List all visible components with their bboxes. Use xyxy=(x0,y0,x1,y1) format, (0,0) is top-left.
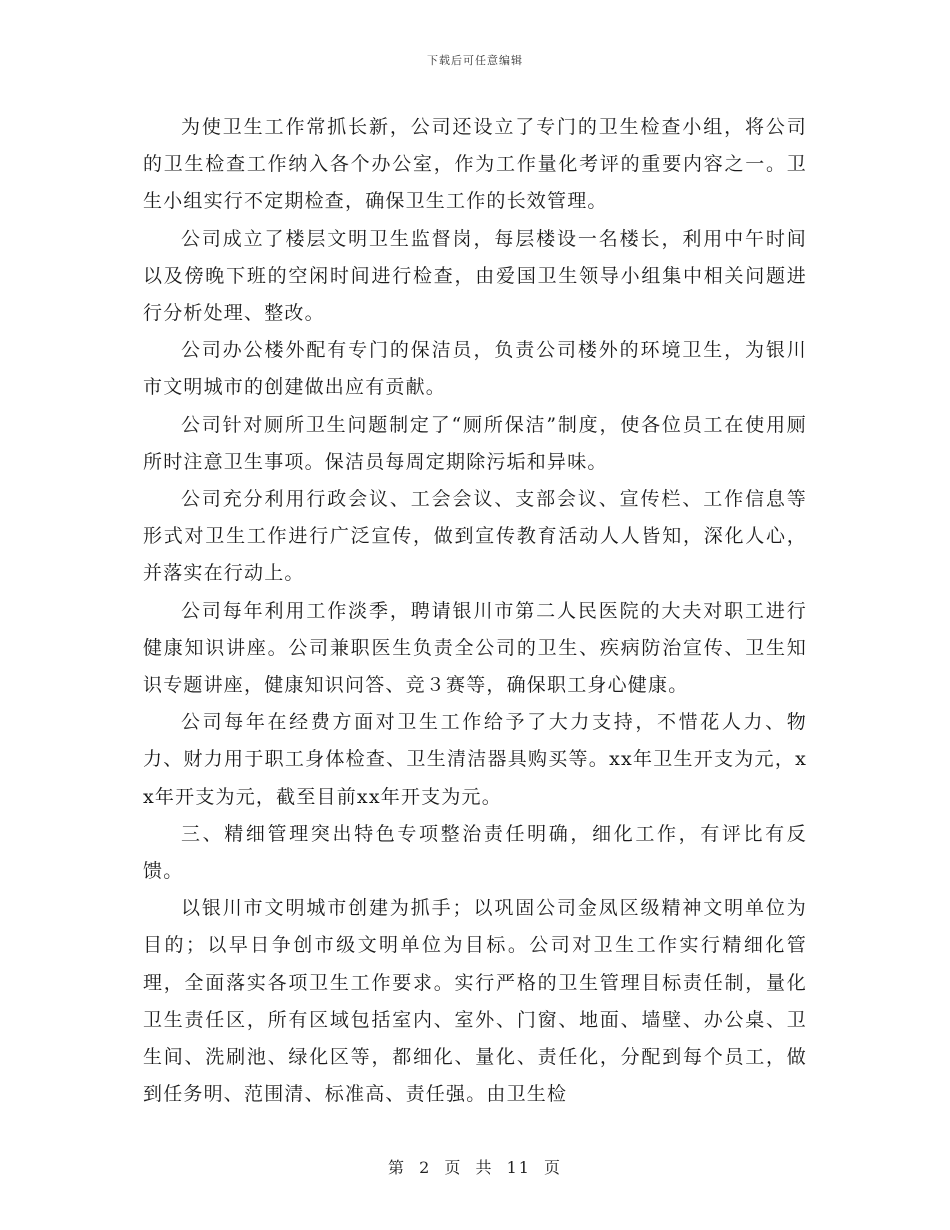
footer-suffix: 页 xyxy=(544,1158,563,1177)
paragraph-3: 公司办公楼外配有专门的保洁员，负责公司楼外的环境卫生，为银川市文明城市的创建做出应有贡献。 xyxy=(143,339,807,399)
paragraph-1: 为使卫生工作常抓长新，公司还设立了专门的卫生检查小组，将公司的卫生检查工作纳入各个办公室，作为工作量化考评的重要内容之一。卫生小组实行不定期检查，确保卫生工作的长效管理。 xyxy=(143,116,807,213)
paragraph-5: 公司充分利用行政会议、工会会议、支部会议、宣传栏、工作信息等形式对卫生工作进行广泛宣传，做到宣传教育活动人人皆知，深化人心，并落实在行动上。 xyxy=(143,488,807,585)
page-header-note: 下载后可任意编辑 xyxy=(427,54,523,67)
footer-total-word: 共 xyxy=(475,1158,494,1177)
footer-current-page: 2 xyxy=(419,1158,432,1177)
paragraph-2: 公司成立了楼层文明卫生监督岗，每层楼设一名楼长，利用中午时间以及傍晚下班的空闲时间进行检查，由爱国卫生领导小组集中相关问题进行分析处理、整改。 xyxy=(143,227,807,325)
footer-page-word: 页 xyxy=(444,1158,463,1177)
footer-total-pages: 11 xyxy=(506,1158,531,1177)
footer-prefix: 第 xyxy=(387,1158,406,1177)
page-number-footer xyxy=(0,1155,950,1178)
paragraph-7: 公司每年在经费方面对卫生工作给予了大力支持，不惜花人力、物力、财力用于职工身体检查、卫生清洁器具购买等。xx年卫生开支为元，xx年开支为元，截至目前xx年开支为元。 xyxy=(143,711,807,808)
paragraph-9: 以银川市文明城市创建为抓手；以巩固公司金凤区级精神文明单位为目的；以早日争创市级文明单位为目标。公司对卫生工作实行精细化管理，全面落实各项卫生工作要求。实行严格的卫生管理目标责任制，量化卫生责任区，所有区域包括室内、室外、门窗、地面、墙壁、办公桌、卫生间、洗刷池、绿化区等，都细化、量化、责任化，分配到每个员工，做到任务明、范围清、标准高、责任强。由卫生检 xyxy=(143,897,807,1106)
paragraph-8: 三、精细管理突出特色专项整治责任明确，细化工作，有评比有反馈。 xyxy=(143,822,807,883)
paragraph-4: 公司针对厕所卫生问题制定了“厕所保洁”制度，使各位员工在使用厕所时注意卫生事项。保洁员每周定期除污垢和异味。 xyxy=(143,413,807,473)
document-body xyxy=(143,109,807,1113)
paragraph-6: 公司每年利用工作淡季，聘请银川市第二人民医院的大夫对职工进行健康知识讲座。公司兼职医生负责全公司的卫生、疾病防治宣传、卫生知识专题讲座，健康知识问答、竞３赛等，确保职工身心健康。 xyxy=(143,599,807,697)
